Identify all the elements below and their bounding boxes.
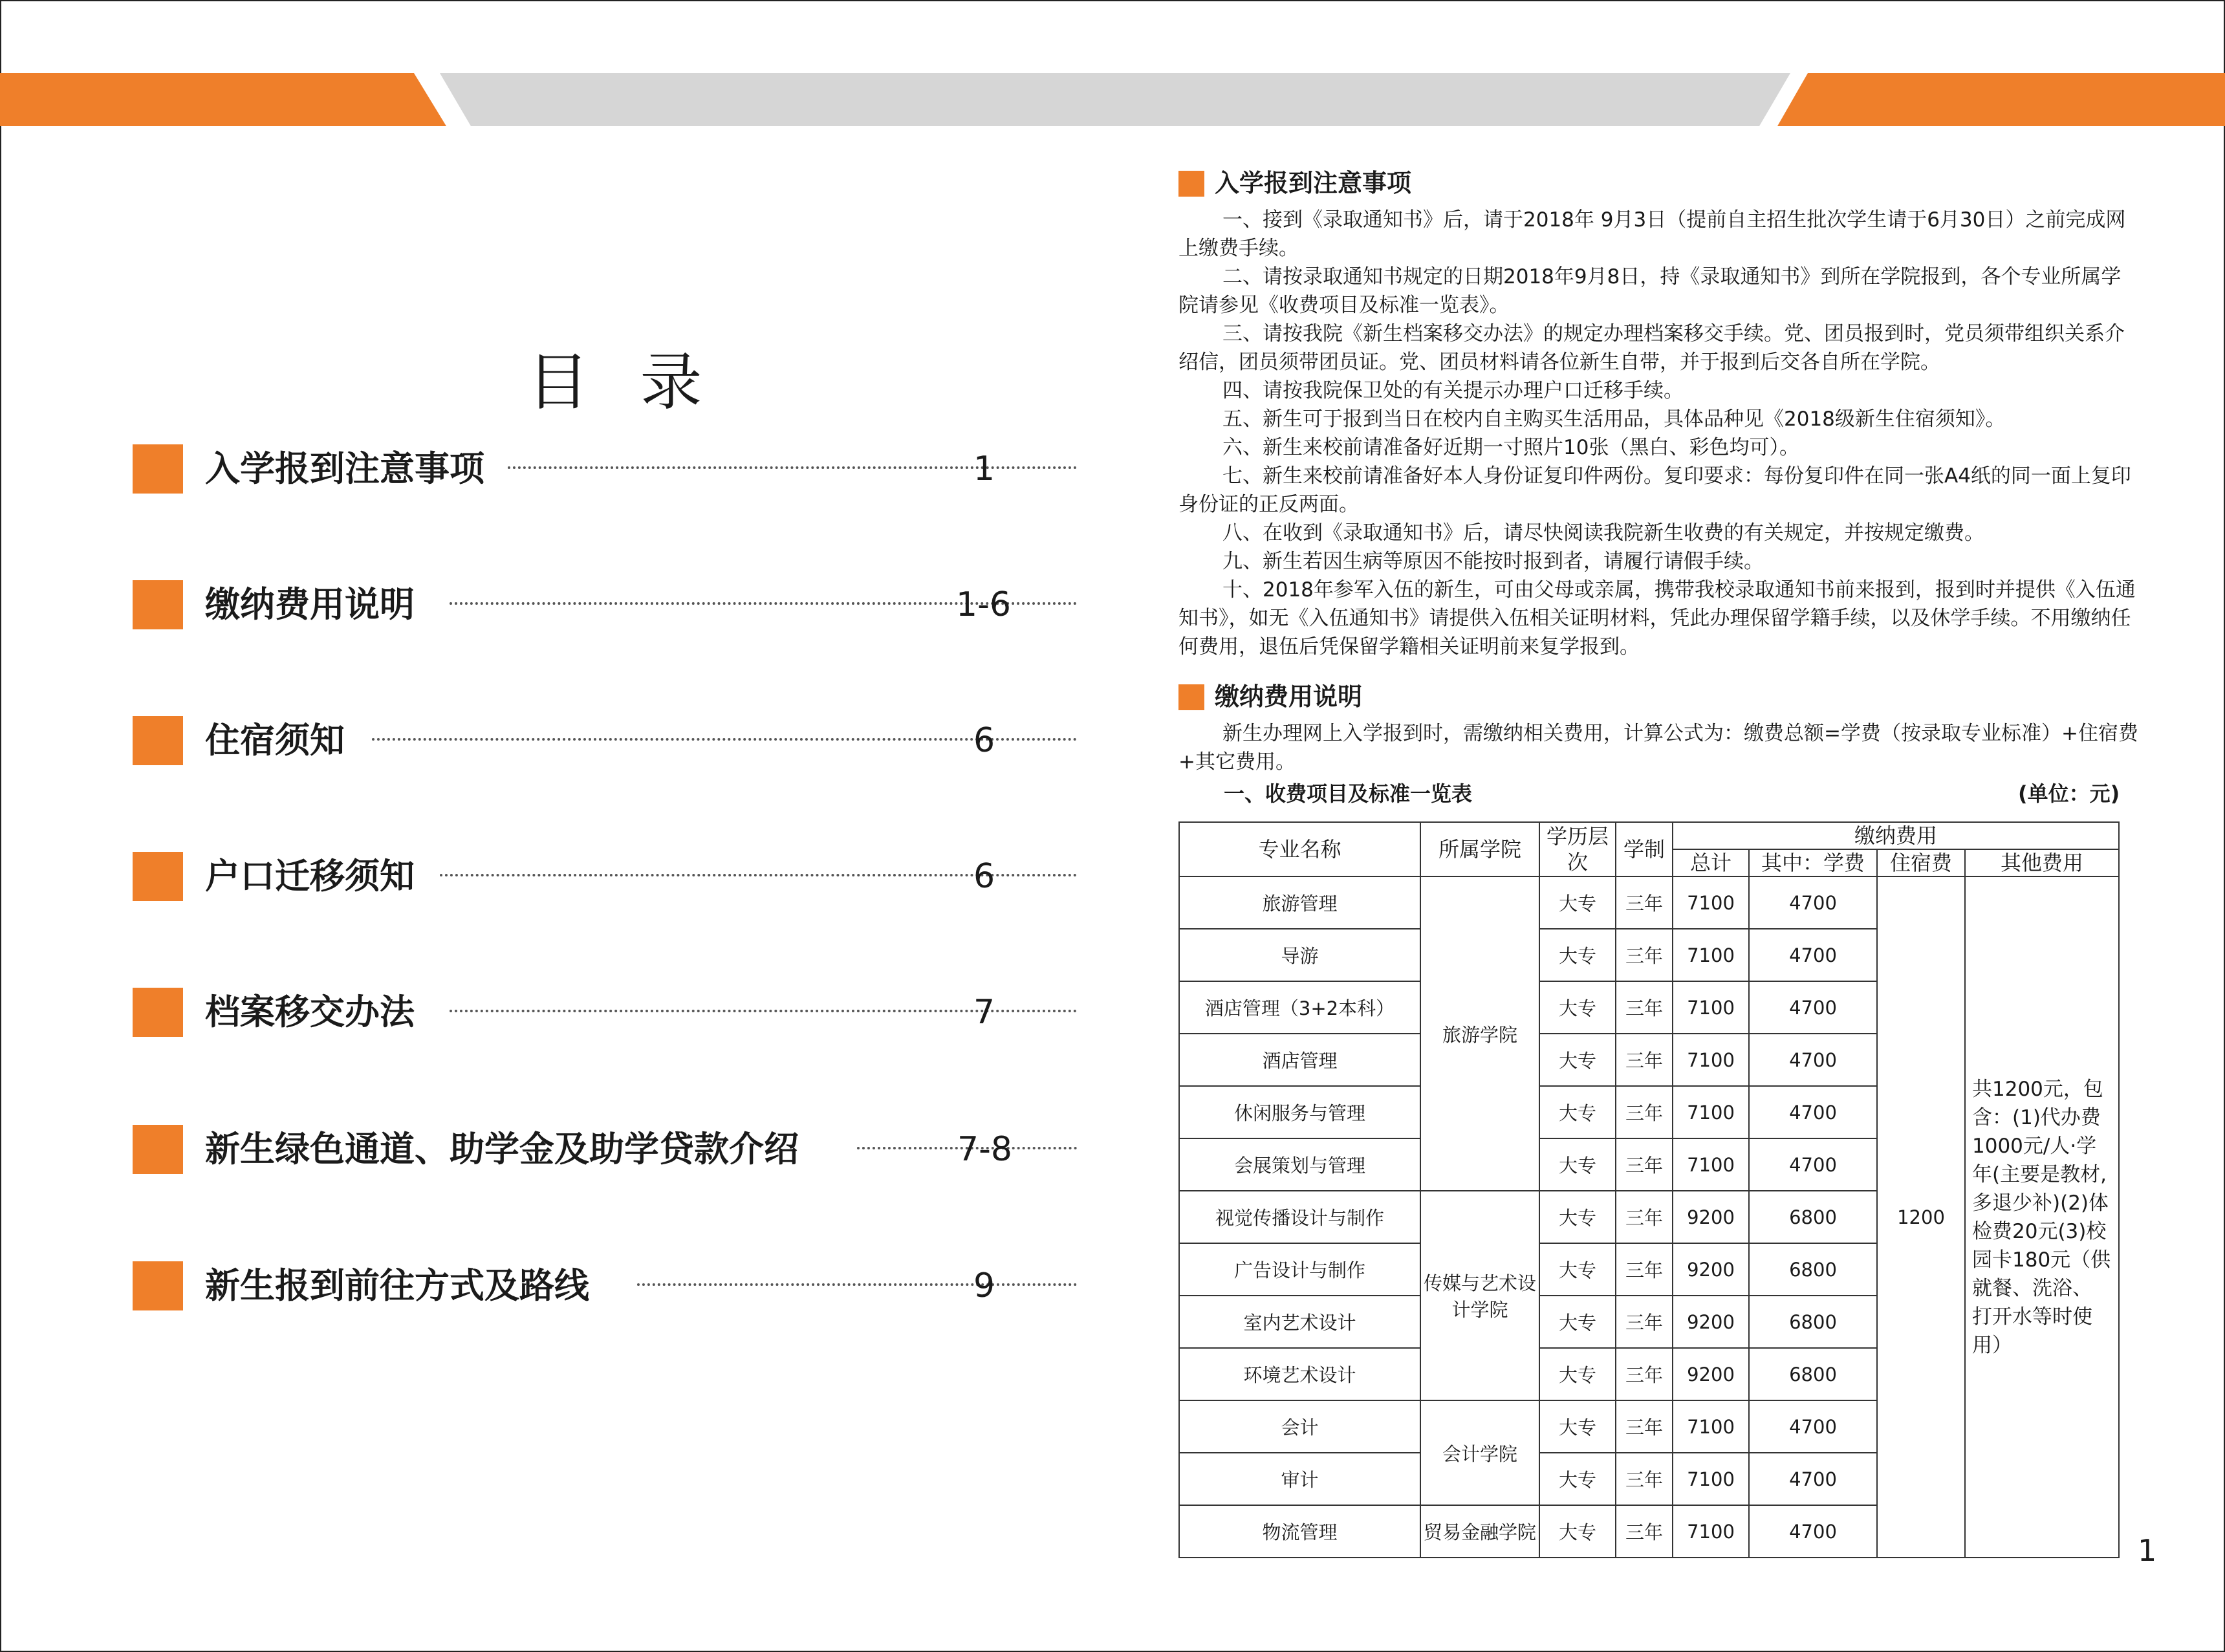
toc-item-page: 9 bbox=[973, 1266, 995, 1305]
cell-major: 休闲服务与管理 bbox=[1179, 1086, 1420, 1138]
toc-bullet-square bbox=[133, 716, 183, 765]
toc-item[interactable] bbox=[133, 579, 1015, 631]
section-bullet-square bbox=[1178, 684, 1204, 710]
cell-tuition: 4700 bbox=[1749, 981, 1877, 1034]
cell-major: 酒店管理（3+2本科） bbox=[1179, 981, 1420, 1034]
toc-item[interactable] bbox=[133, 443, 1015, 495]
cell-level: 大专 bbox=[1539, 1191, 1616, 1243]
fee-table bbox=[1178, 821, 2120, 1558]
cell-level: 大专 bbox=[1539, 1243, 1616, 1296]
cell-level: 大专 bbox=[1539, 1505, 1616, 1558]
cell-level: 大专 bbox=[1539, 1034, 1616, 1086]
notice-item: 八、在收到《录取通知书》后，请尽快阅读我院新生收费的有关规定，并按规定缴费。 bbox=[1222, 521, 1984, 545]
header-major: 专业名称 bbox=[1179, 822, 1420, 876]
cell-college: 传媒与艺术设计学院 bbox=[1420, 1191, 1539, 1400]
cell-total: 7100 bbox=[1673, 1453, 1749, 1505]
cell-college: 旅游学院 bbox=[1420, 876, 1539, 1191]
cell-total: 7100 bbox=[1673, 1400, 1749, 1453]
cell-duration: 三年 bbox=[1616, 1453, 1673, 1505]
cell-total: 7100 bbox=[1673, 1505, 1749, 1558]
fee-table-unit: (单位：元) bbox=[2018, 781, 2120, 806]
toc-bullet-square bbox=[133, 852, 183, 901]
toc-title: 目 录 bbox=[527, 346, 718, 418]
toc-item-label: 新生报到前往方式及路线 bbox=[205, 1265, 589, 1306]
cell-duration: 三年 bbox=[1616, 876, 1673, 929]
cell-duration: 三年 bbox=[1616, 1086, 1673, 1138]
header-band-right-orange bbox=[1777, 73, 2225, 126]
cell-total: 7100 bbox=[1673, 1034, 1749, 1086]
cell-major: 室内艺术设计 bbox=[1179, 1296, 1420, 1348]
cell-level: 大专 bbox=[1539, 1348, 1616, 1400]
toc-item-label: 新生绿色通道、助学金及助学贷款介绍 bbox=[205, 1129, 799, 1169]
cell-level: 大专 bbox=[1539, 1400, 1616, 1453]
cell-major: 会展策划与管理 bbox=[1179, 1138, 1420, 1191]
header-band bbox=[0, 73, 2225, 126]
cell-total: 9200 bbox=[1673, 1348, 1749, 1400]
notice-item: 十、2018年参军入伍的新生，可由父母或亲属，携带我校录取通知书前来报到，报到时并提供《入伍通知书》，如无《入伍通知书》请提供入伍相关证明材料，凭此办理保留学籍手续，以及休学手续。不用缴纳任何费用，退伍后凭保留学籍相关证明前来复学报到。 bbox=[1178, 578, 2136, 658]
cell-tuition: 4700 bbox=[1749, 1505, 1877, 1558]
cell-duration: 三年 bbox=[1616, 1138, 1673, 1191]
toc-item[interactable] bbox=[133, 1260, 1015, 1312]
cell-level: 大专 bbox=[1539, 1453, 1616, 1505]
cell-level: 大专 bbox=[1539, 1086, 1616, 1138]
cell-level: 大专 bbox=[1539, 876, 1616, 929]
toc-bullet-square bbox=[133, 444, 183, 494]
toc-item-page: 7-8 bbox=[957, 1130, 1012, 1169]
notice-paragraphs bbox=[1178, 206, 2141, 661]
cell-level: 大专 bbox=[1539, 1138, 1616, 1191]
toc-item-page: 1-6 bbox=[956, 585, 1011, 624]
cell-total: 7100 bbox=[1673, 1138, 1749, 1191]
cell-level: 大专 bbox=[1539, 1296, 1616, 1348]
cell-tuition: 4700 bbox=[1749, 876, 1877, 929]
toc-item-page: 1 bbox=[973, 450, 995, 488]
toc-item-label: 住宿须知 bbox=[205, 720, 345, 761]
notice-item: 九、新生若因生病等原因不能按时报到者，请履行请假手续。 bbox=[1222, 550, 1764, 573]
cell-major: 旅游管理 bbox=[1179, 876, 1420, 929]
cell-college: 贸易金融学院 bbox=[1420, 1505, 1539, 1558]
cell-total: 7100 bbox=[1673, 981, 1749, 1034]
cell-tuition: 6800 bbox=[1749, 1348, 1877, 1400]
toc-bullet-square bbox=[133, 580, 183, 629]
cell-total: 9200 bbox=[1673, 1243, 1749, 1296]
header-level: 学历层次 bbox=[1539, 822, 1616, 876]
cell-duration: 三年 bbox=[1616, 1505, 1673, 1558]
notice-item: 二、请按录取通知书规定的日期2018年9月8日，持《录取通知书》到所在学院报到，各个专业所属学院请参见《收费项目及标准一览表》。 bbox=[1178, 265, 2122, 317]
cell-tuition: 4700 bbox=[1749, 929, 1877, 981]
fee-table-title: 一、收费项目及标准一览表 bbox=[1224, 781, 1473, 806]
toc-item-label: 户口迁移须知 bbox=[205, 856, 415, 897]
toc-bullet-square bbox=[133, 988, 183, 1037]
toc-bullet-square bbox=[133, 1125, 183, 1174]
cell-total: 7100 bbox=[1673, 929, 1749, 981]
header-dorm: 住宿费 bbox=[1877, 849, 1965, 876]
fees-intro-text: 新生办理网上入学报到时，需缴纳相关费用，计算公式为：缴费总额=学费（按录取专业标准）+住宿费+其它费用。 bbox=[1178, 722, 2138, 774]
cell-duration: 三年 bbox=[1616, 1034, 1673, 1086]
cell-major: 导游 bbox=[1179, 929, 1420, 981]
cell-duration: 三年 bbox=[1616, 1296, 1673, 1348]
toc-item[interactable] bbox=[133, 1124, 1015, 1175]
header-college: 所属学院 bbox=[1420, 822, 1539, 876]
cell-major: 审计 bbox=[1179, 1453, 1420, 1505]
header-tuition: 其中：学费 bbox=[1749, 849, 1877, 876]
notice-item: 一、接到《录取通知书》后，请于2018年 9月3日（提前自主招生批次学生请于6月30日）之前完成网上缴费手续。 bbox=[1178, 208, 2126, 260]
cell-level: 大专 bbox=[1539, 929, 1616, 981]
toc-item-label: 入学报到注意事项 bbox=[205, 448, 484, 489]
header-other: 其他费用 bbox=[1965, 849, 2119, 876]
cell-level: 大专 bbox=[1539, 981, 1616, 1034]
toc-item-label: 档案移交办法 bbox=[205, 992, 415, 1032]
header-total: 总计 bbox=[1673, 849, 1749, 876]
section-title: 缴纳费用说明 bbox=[1215, 682, 1363, 711]
cell-tuition: 4700 bbox=[1749, 1400, 1877, 1453]
cell-major: 酒店管理 bbox=[1179, 1034, 1420, 1086]
toc-item[interactable] bbox=[133, 715, 1015, 766]
header-duration: 学制 bbox=[1616, 822, 1673, 876]
notice-item: 六、新生来校前请准备好近期一寸照片10张（黑白、彩色均可）。 bbox=[1222, 436, 1799, 459]
cell-tuition: 4700 bbox=[1749, 1034, 1877, 1086]
toc-item-page: 6 bbox=[973, 857, 995, 896]
cell-major: 会计 bbox=[1179, 1400, 1420, 1453]
cell-tuition: 6800 bbox=[1749, 1191, 1877, 1243]
cell-major: 环境艺术设计 bbox=[1179, 1348, 1420, 1400]
notice-item: 七、新生来校前请准备好本人身份证复印件两份。复印要求：每份复印件在同一张A4纸的同一面上复印身份证的正反两面。 bbox=[1178, 464, 2131, 516]
cell-tuition: 4700 bbox=[1749, 1086, 1877, 1138]
cell-duration: 三年 bbox=[1616, 1348, 1673, 1400]
section-bullet-square bbox=[1178, 171, 1204, 197]
toc-bullet-square bbox=[133, 1261, 183, 1310]
cell-total: 9200 bbox=[1673, 1191, 1749, 1243]
toc-item[interactable] bbox=[133, 851, 1015, 902]
header-fee-group: 缴纳费用 bbox=[1673, 822, 2119, 849]
cell-tuition: 6800 bbox=[1749, 1243, 1877, 1296]
cell-dorm-fee: 1200 bbox=[1877, 876, 1965, 1558]
toc-leader-dots bbox=[637, 1283, 1077, 1286]
notice-item: 五、新生可于报到当日在校内自主购买生活用品，具体品种见《2018级新生住宿须知》。 bbox=[1222, 408, 2006, 431]
cell-tuition: 4700 bbox=[1749, 1453, 1877, 1505]
notice-item: 四、请按我院保卫处的有关提示办理户口迁移手续。 bbox=[1222, 379, 1684, 402]
cell-tuition: 6800 bbox=[1749, 1296, 1877, 1348]
cell-major: 视觉传播设计与制作 bbox=[1179, 1191, 1420, 1243]
cell-major: 物流管理 bbox=[1179, 1505, 1420, 1558]
cell-duration: 三年 bbox=[1616, 981, 1673, 1034]
toc-item[interactable] bbox=[133, 986, 1015, 1038]
table-row bbox=[1179, 876, 2119, 929]
cell-total: 9200 bbox=[1673, 1296, 1749, 1348]
header-band-gray bbox=[440, 73, 1790, 126]
toc-item-page: 7 bbox=[973, 993, 995, 1032]
toc-leader-dots bbox=[372, 738, 1077, 741]
page-number: 1 bbox=[2138, 1533, 2157, 1568]
section-title: 入学报到注意事项 bbox=[1215, 169, 1412, 197]
toc-item-label: 缴纳费用说明 bbox=[205, 584, 415, 625]
cell-tuition: 4700 bbox=[1749, 1138, 1877, 1191]
cell-total: 7100 bbox=[1673, 1086, 1749, 1138]
cell-duration: 三年 bbox=[1616, 1243, 1673, 1296]
cell-major: 广告设计与制作 bbox=[1179, 1243, 1420, 1296]
cell-college: 会计学院 bbox=[1420, 1400, 1539, 1505]
notice-item: 三、请按我院《新生档案移交办法》的规定办理档案移交手续。党、团员报到时，党员须带组织关系介绍信，团员须带团员证。党、团员材料请各位新生自带，并于报到后交各自所在学院。 bbox=[1178, 322, 2125, 374]
cell-duration: 三年 bbox=[1616, 929, 1673, 981]
toc-item-page: 6 bbox=[973, 721, 995, 760]
header-band-left-orange bbox=[0, 73, 446, 126]
fees-intro bbox=[1178, 719, 2141, 776]
cell-duration: 三年 bbox=[1616, 1400, 1673, 1453]
cell-duration: 三年 bbox=[1616, 1191, 1673, 1243]
cell-other-fee: 共1200元，包含：(1)代办费1000元/人·学年(主要是教材,多退少补)(2)体检费20元(3)校园卡180元（供就餐、洗浴、打开水等时使用） bbox=[1965, 876, 2119, 1558]
cell-total: 7100 bbox=[1673, 876, 1749, 929]
